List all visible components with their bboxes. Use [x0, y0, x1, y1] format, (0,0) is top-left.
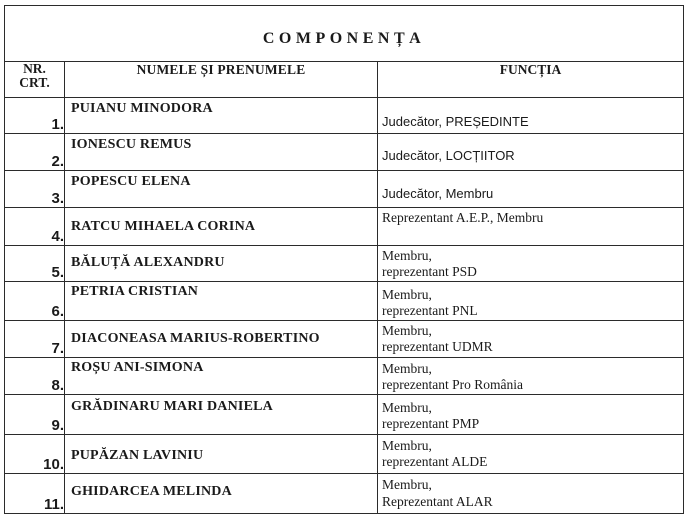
- member-function-line2: reprezentant PNL: [382, 303, 478, 318]
- member-name: BĂLUȚĂ ALEXANDRU: [71, 255, 225, 270]
- row-number: 6.: [5, 282, 65, 321]
- member-name-cell: [65, 395, 378, 435]
- row-number: 8.: [5, 358, 65, 395]
- member-function-line2: reprezentant UDMR: [382, 339, 493, 354]
- member-name-cell: [65, 171, 378, 208]
- member-name: POPESCU ELENA: [71, 174, 191, 189]
- member-function-line1: Membru,: [382, 287, 432, 302]
- member-function-line1: Membru,: [382, 248, 432, 263]
- table-row: [5, 358, 684, 395]
- member-function-cell: [378, 246, 684, 282]
- member-function: Judecător, Membru: [382, 186, 494, 201]
- row-number: 1.: [5, 98, 65, 134]
- member-name: RATCU MIHAELA CORINA: [71, 219, 256, 234]
- table-row: [5, 321, 684, 358]
- table-row: [5, 208, 684, 246]
- table-row: [5, 474, 684, 514]
- member-name-cell: [65, 282, 378, 321]
- member-function: Reprezentant A.E.P., Membru: [382, 210, 544, 225]
- row-number: 2.: [5, 134, 65, 171]
- member-name-cell: [65, 435, 378, 474]
- member-function-line2: reprezentant PSD: [382, 264, 477, 279]
- header-function: FUNCȚIA: [378, 62, 684, 98]
- document-page: [4, 5, 683, 529]
- header-nr: NR.: [23, 61, 46, 76]
- member-name: GRĂDINARU MARI DANIELA: [71, 399, 273, 414]
- row-number: 3.: [5, 171, 65, 208]
- member-function-cell: [378, 208, 684, 246]
- member-function-cell: [378, 134, 684, 171]
- member-function-line1: Membru,: [382, 400, 432, 415]
- member-function-cell: [378, 395, 684, 435]
- member-name: PUIANU MINODORA: [71, 101, 213, 116]
- member-name-cell: [65, 134, 378, 171]
- row-number: 11.: [5, 474, 65, 514]
- member-function-line1: Membru,: [382, 323, 432, 338]
- table-row: [5, 395, 684, 435]
- row-number: 5.: [5, 246, 65, 282]
- row-number: 4.: [5, 208, 65, 246]
- header-crt: CRT.: [19, 75, 50, 90]
- table-row: [5, 171, 684, 208]
- member-function: Judecător, LOCȚIITOR: [382, 148, 515, 163]
- table-row: [5, 246, 684, 282]
- table-row: [5, 98, 684, 134]
- member-name: PETRIA CRISTIAN: [71, 284, 199, 299]
- header-row: [5, 62, 684, 98]
- table-row: [5, 134, 684, 171]
- member-function-line2: Reprezentant ALAR: [382, 494, 493, 509]
- table-row: [5, 282, 684, 321]
- member-function-cell: [378, 282, 684, 321]
- member-name-cell: [65, 208, 378, 246]
- member-function-line1: Membru,: [382, 361, 432, 376]
- title-cell: [5, 6, 684, 62]
- member-function-line1: Membru,: [382, 477, 432, 492]
- row-number: 9.: [5, 395, 65, 435]
- member-function-cell: [378, 358, 684, 395]
- row-number: 10.: [5, 435, 65, 474]
- member-function-cell: [378, 435, 684, 474]
- member-name: DIACONEASA MARIUS-ROBERTINO: [71, 331, 320, 346]
- member-name-cell: [65, 98, 378, 134]
- member-function: Judecător, PREȘEDINTE: [382, 114, 529, 129]
- member-name: IONESCU REMUS: [71, 137, 192, 152]
- member-function-cell: [378, 321, 684, 358]
- member-function-line2: reprezentant ALDE: [382, 454, 488, 469]
- member-function-line2: reprezentant Pro România: [382, 377, 523, 392]
- member-name: GHIDARCEA MELINDA: [71, 484, 232, 499]
- page-title: COMPONENȚA: [262, 29, 426, 47]
- header-name: NUMELE ȘI PRENUMELE: [65, 62, 378, 98]
- member-name-cell: [65, 321, 378, 358]
- member-name: PUPĂZAN LAVINIU: [71, 448, 204, 463]
- member-name: ROȘU ANI-SIMONA: [71, 360, 204, 375]
- member-function-cell: [378, 171, 684, 208]
- member-function-cell: [378, 474, 684, 514]
- member-function-line1: Membru,: [382, 438, 432, 453]
- member-function-cell: [378, 98, 684, 134]
- table-row: [5, 435, 684, 474]
- title-row: [5, 6, 684, 62]
- member-name-cell: [65, 358, 378, 395]
- member-name-cell: [65, 474, 378, 514]
- member-name-cell: [65, 246, 378, 282]
- header-nr-crt: [5, 62, 65, 98]
- row-number: 7.: [5, 321, 65, 358]
- member-function-line2: reprezentant PMP: [382, 416, 480, 431]
- composition-table: [4, 5, 684, 514]
